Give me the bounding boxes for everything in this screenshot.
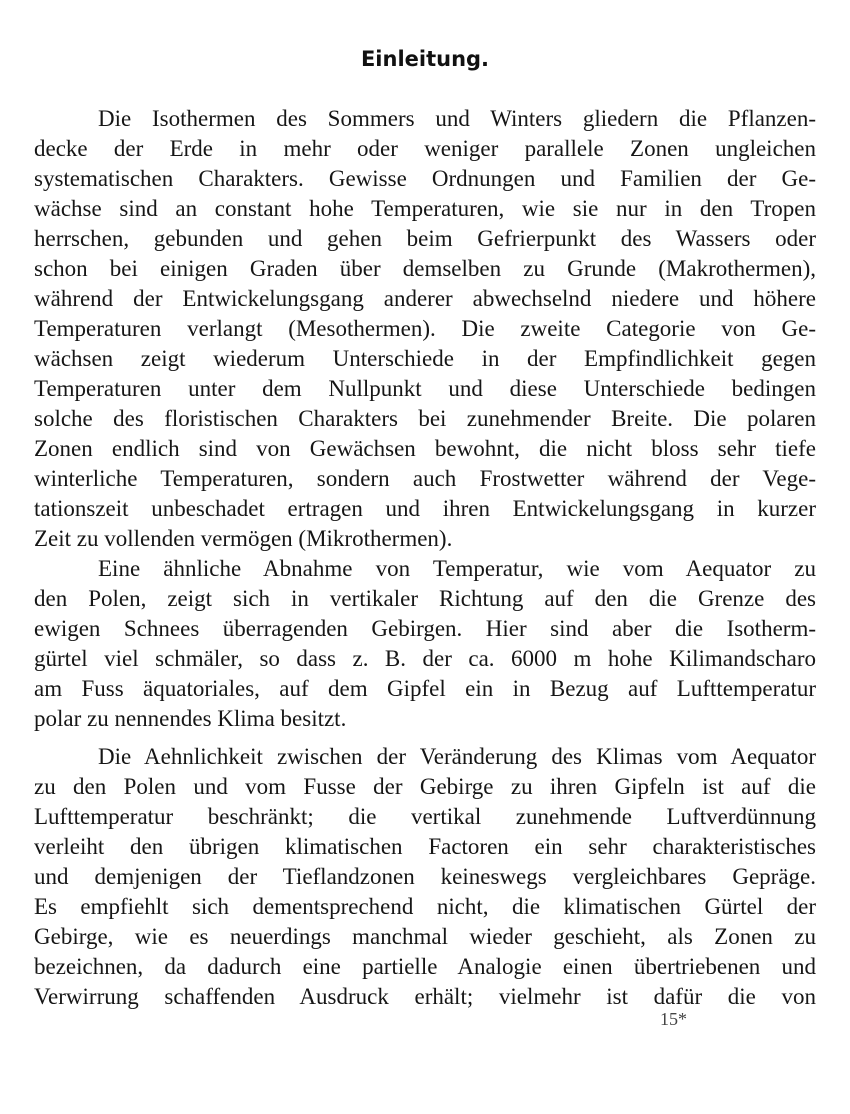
text-line: polar zu nennendes Klima besitzt. bbox=[34, 706, 347, 731]
text-line: Eine ähnliche Abnahme von Temperatur, wie vom Aequator zu bbox=[98, 556, 816, 581]
text-line: herrschen, gebunden und gehen beim Gefrierpunkt des Wassers oder bbox=[34, 226, 816, 251]
text-line: schon bei einigen Graden über demselben zu Grunde (Makrothermen), bbox=[34, 256, 816, 281]
text-line: ewigen Schnees überragenden Gebirgen. Hier sind aber die Isotherm- bbox=[34, 616, 816, 641]
text-line: Es empfiehlt sich dementsprechend nicht, die klimatischen Gürtel der bbox=[34, 894, 816, 919]
text-line: den Polen, zeigt sich in vertikaler Richtung auf den die Grenze des bbox=[34, 586, 816, 611]
text-line: wächsen zeigt wiederum Unterschiede in der Empfindlichkeit gegen bbox=[34, 346, 816, 371]
text-line: Die Aehnlichkeit zwischen der Veränderung des Klimas vom Aequator bbox=[98, 744, 816, 769]
text-line: wächse sind an constant hohe Temperaturen, wie sie nur in den Tropen bbox=[34, 196, 816, 221]
text-line: solche des floristischen Charakters bei zunehmender Breite. Die polaren bbox=[34, 406, 816, 431]
text-line: gürtel viel schmäler, so dass z. B. der ca. 6000 m hohe Kilimandscharo bbox=[34, 646, 816, 671]
paragraph-2 bbox=[34, 554, 816, 734]
text-line: Temperaturen verlangt (Mesothermen). Die zweite Categorie von Ge- bbox=[34, 316, 816, 341]
text-line: decke der Erde in mehr oder weniger parallele Zonen ungleichen bbox=[34, 136, 816, 161]
page-title: Einleitung. bbox=[360, 47, 490, 71]
paragraph-3 bbox=[34, 742, 816, 1012]
text-line: Die Isothermen des Sommers und Winters gliedern die Pflanzen- bbox=[98, 106, 816, 131]
text-line: Temperaturen unter dem Nullpunkt und diese Unterschiede bedingen bbox=[34, 376, 816, 401]
text-line: am Fuss äquatoriales, auf dem Gipfel ein in Bezug auf Lufttemperatur bbox=[34, 676, 816, 701]
text-line: Lufttemperatur beschränkt; die vertikal zunehmende Luftverdünnung bbox=[34, 804, 816, 829]
page-number: 15* bbox=[660, 1009, 687, 1029]
text-line: winterliche Temperaturen, sondern auch Frostwetter während der Vege- bbox=[34, 466, 816, 491]
text-line: Verwirrung schaffenden Ausdruck erhält; vielmehr ist dafür die von bbox=[34, 984, 816, 1009]
text-line: Gebirge, wie es neuerdings manchmal wieder geschieht, als Zonen zu bbox=[34, 924, 816, 949]
text-line: während der Entwickelungsgang anderer abwechselnd niedere und höhere bbox=[34, 286, 816, 311]
text-line: Zonen endlich sind von Gewächsen bewohnt, die nicht bloss sehr tiefe bbox=[34, 436, 816, 461]
paragraph-1 bbox=[34, 104, 816, 554]
text-line: zu den Polen und vom Fusse der Gebirge zu ihren Gipfeln ist auf die bbox=[34, 774, 816, 799]
text-line: verleiht den übrigen klimatischen Factoren ein sehr charakteristisches bbox=[34, 834, 816, 859]
text-line: und demjenigen der Tieflandzonen keineswegs vergleichbares Gepräge. bbox=[34, 864, 816, 889]
text-line: systematischen Charakters. Gewisse Ordnungen und Familien der Ge- bbox=[34, 166, 816, 191]
text-line: tationszeit unbeschadet ertragen und ihren Entwickelungsgang in kurzer bbox=[34, 496, 816, 521]
body-text bbox=[34, 104, 816, 1012]
text-line: Zeit zu vollenden vermögen (Mikrothermen). bbox=[34, 526, 453, 551]
text-line: bezeichnen, da dadurch eine partielle Analogie einen übertriebenen und bbox=[34, 954, 816, 979]
